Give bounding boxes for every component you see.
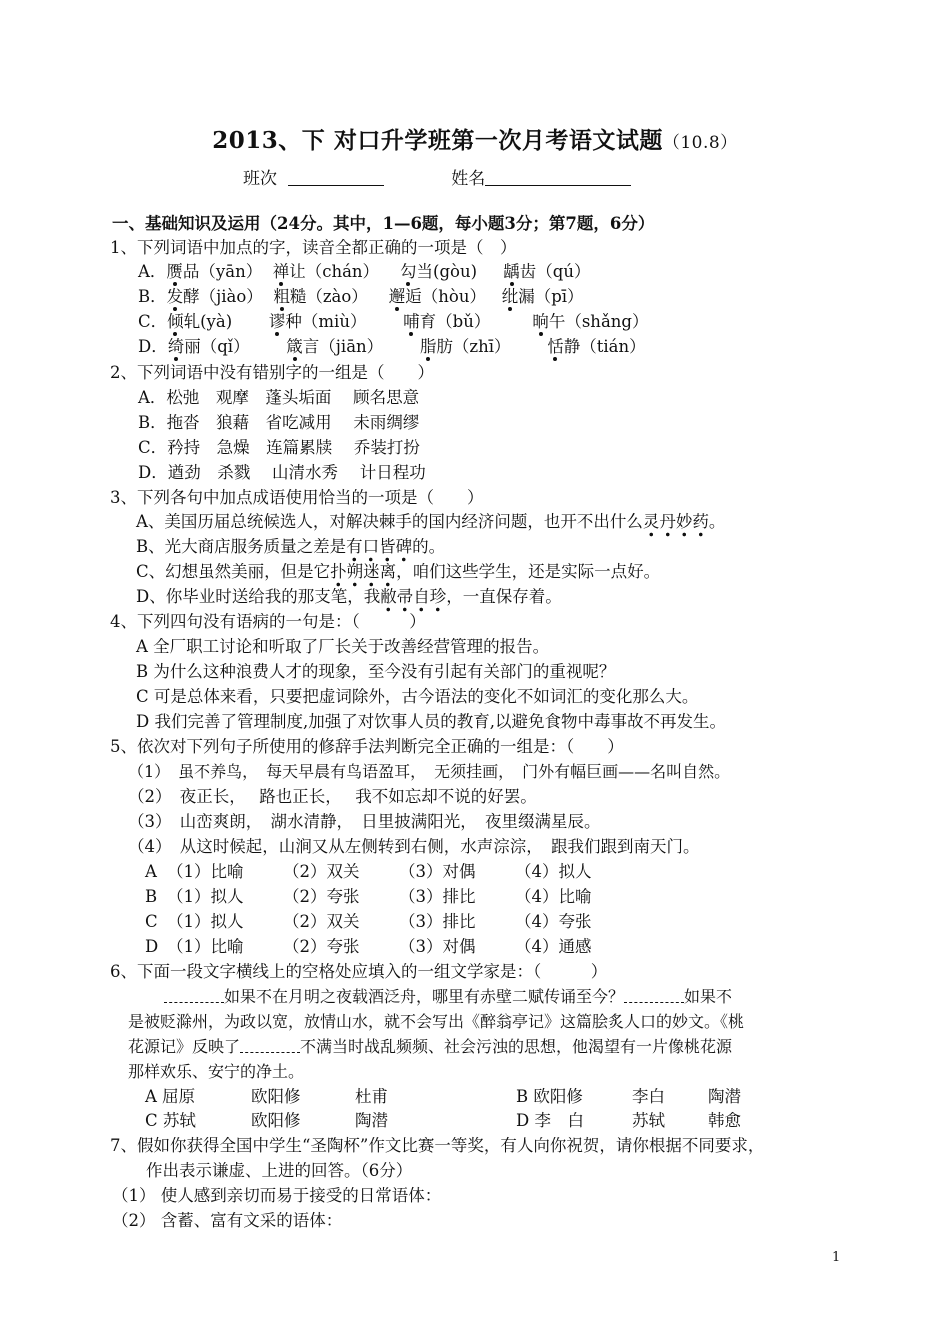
q3-b-idiom: 有口皆碑 [346, 537, 412, 562]
q6-passage-line-4: 那样欢乐、安宁的净土。 [128, 1062, 305, 1081]
q3-c-idiom: 扑朔迷离 [330, 562, 396, 587]
q6-option-d: D 李 白 苏轼 韩愈 [516, 1111, 741, 1130]
student-info-row [243, 164, 631, 189]
q4-option-d: D 我们完善了管理制度,加强了对饮事人员的教育,以避免食物中毒事故不再发生。 [136, 712, 726, 731]
q2-option-d: D．遒劲 杀戮 山清水秀 计日程功 [138, 463, 426, 482]
q4-stem: 4、下列四句没有语病的一句是：（ ） [110, 612, 426, 631]
q1-stem: 1、下列词语中加点的字，读音全都正确的一项是（ ） [110, 238, 517, 257]
q6-option-c: C 苏轼 欧阳修 陶潜 [145, 1111, 388, 1130]
q6-passage-line-1: 如果不在月明之夜载酒泛舟，哪里有赤壁二赋传诵至今？ 如果不 [164, 987, 732, 1007]
section-heading: 一、基础知识及运用（24分。其中，1—6题，每小题3分；第7题，6分） [112, 214, 655, 233]
q5-sentence-3: （3） 山峦爽朗， 湖水清静， 日里披满阳光， 夜里缀满星辰。 [128, 812, 601, 831]
q4-option-b: B 为什么这种浪费人才的现象，至今没有引起有关部门的重视呢？ [136, 662, 616, 681]
q1-option-c: C．倾轧(yà) 谬种（miù） 哺育（bǔ） 晌午（shǎng） [138, 312, 649, 331]
q6-stem: 6、下面一段文字横线上的空格处应填入的一组文学家是：（ ） [110, 962, 608, 981]
q5-option-c: C （1）拟人 （2）双关 （3）排比 （4）夸张 [145, 912, 592, 931]
q6-passage-line-2: 是被贬滁州，为政以宽，放情山水，就不会写出《醉翁亭记》这篇脍炙人口的妙文。《桃 [128, 1012, 745, 1031]
q7-requirement-2: （2） 含蓄、富有文采的语体： [112, 1211, 343, 1230]
q5-option-b: B （1）拟人 （2）夸张 （3）排比 （4）比喻 [145, 887, 592, 906]
q1-option-a: A．赝品（yān） 禅让（chán） 勾当(gòu) 龋齿（qú） [138, 262, 591, 281]
title-date: （10.8） [662, 133, 738, 153]
q2-option-a: A．松弛 观摩 蓬头垢面 顾名思意 [138, 388, 420, 407]
q4-option-c: C 可是总体来看，只要把虚词除外，古今语法的变化不如词汇的变化那么大。 [136, 687, 699, 706]
class-label: 班次 [243, 169, 277, 189]
q5-option-d: D （1）比喻 （2）夸张 （3）对偶 （4）通感 [145, 937, 592, 956]
q5-sentence-1: （1） 虽不养鸟， 每天早晨有鸟语盈耳， 无须挂画， 门外有幅巨画——名叫自然。 [128, 762, 731, 781]
q4-option-a: A 全厂职工讨论和听取了厂长关于改善经营管理的报告。 [136, 637, 550, 656]
q7-stem-line-2: 作出表示谦虚、上进的回答。（6分） [146, 1161, 413, 1180]
q3-option-a: A、美国历届总统候选人，对解决棘手的国内经济问题，也开不出什么灵丹妙药。 [136, 512, 725, 532]
q1-option-d: D．绮丽（qǐ） 箴言（jiān） 脂肪（zhī） 恬静（tián） [138, 337, 646, 356]
q5-stem: 5、依次对下列句子所使用的修辞手法判断完全正确的一组是：（ ） [110, 737, 624, 756]
page-title [0, 122, 950, 155]
q6-option-b: B 欧阳修 李白 陶潜 [516, 1087, 741, 1106]
q6-blank-1[interactable] [164, 988, 224, 1003]
q7-requirement-1: （1） 使人感到亲切而易于接受的日常语体： [112, 1186, 442, 1205]
q3-option-b: B、光大商店服务质量之差是有口皆碑的。 [136, 537, 445, 557]
q5-sentence-4: （4） 从这时候起，山涧又从左侧转到右侧，水声淙淙， 跟我们跟到南天门。 [128, 837, 700, 856]
q7-stem-line-1: 7、假如你获得全国中学生“圣陶杯”作文比赛一等奖，有人向你祝贺，请你根据不同要求， [110, 1136, 765, 1155]
q6-blank-2[interactable] [624, 988, 684, 1003]
q3-a-idiom: 灵丹妙药 [643, 512, 709, 537]
page-number: 1 [832, 1250, 841, 1265]
name-label: 姓名 [451, 169, 486, 189]
q2-option-c: C．矜持 急燥 连篇累牍 乔装打扮 [138, 438, 420, 457]
q5-option-a: A （1）比喻 （2）双关 （3）对偶 （4）拟人 [145, 862, 592, 881]
q1-option-b: B．发酵（jiào） 粗糙（zào） 邂逅（hòu） 纰漏（pī） [138, 287, 584, 306]
q5-sentence-2: （2） 夜正长， 路也正长， 我不如忘却不说的好罢。 [128, 787, 537, 806]
q2-option-b: B．拖沓 狼藉 省吃减用 未雨绸缪 [138, 413, 420, 432]
class-blank[interactable] [288, 169, 384, 186]
q3-d-idiom: 敝帚自珍 [380, 587, 446, 612]
q6-passage-line-3: 花源记》反映了 不满当时战乱频频、社会污浊的思想，他渴望有一片像桃花源 [128, 1037, 733, 1056]
name-blank[interactable] [485, 169, 631, 186]
q2-stem: 2、下列词语中没有错别字的一组是（ ） [110, 363, 434, 382]
q3-stem: 3、下列各句中加点成语使用恰当的一项是（ ） [110, 488, 484, 507]
q6-option-a: A 屈原 欧阳修 杜甫 [145, 1087, 388, 1106]
title-main: 2013、下 对口升学班第一次月考语文试题 [212, 127, 663, 154]
q6-blank-3[interactable] [240, 1038, 300, 1053]
q3-option-d: D、你毕业时送给我的那支笔，我敝帚自珍，一直保存着。 [136, 587, 562, 607]
q3-option-c: C、幻想虽然美丽，但是它扑朔迷离，咱们这些学生，还是实际一点好。 [136, 562, 660, 582]
